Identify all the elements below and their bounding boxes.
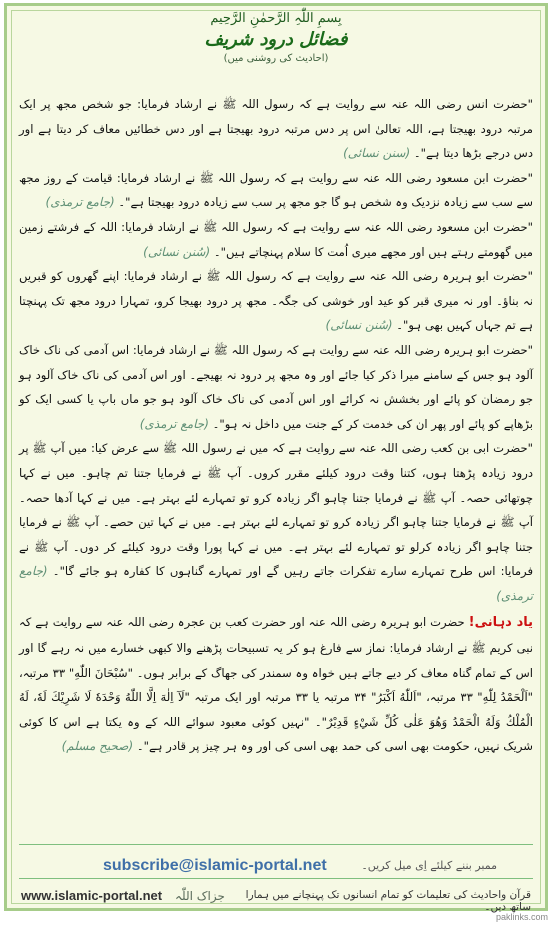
jazak-allah-text: جزاک اللّٰہ — [175, 889, 225, 903]
hadith-5 — [19, 338, 533, 436]
footer-divider — [19, 878, 533, 879]
subscribe-email-link[interactable]: subscribe@islamic-portal.net — [103, 857, 327, 874]
hadith-6 — [19, 436, 533, 608]
hadith-text: "حضرت ابو ہریرہ رضی اللہ عنہ سے روایت ہے کہ رسول اللہ ﷺ نے ارشاد فرمایا: اپنے گھروں کو قبریں نہ بناؤ۔ اور نہ میری قبر کو عید اور خوشی کی جگہ۔ مجھ پر درود بھیجا کرو، تمہارا درود مجھ تک پہنچتا ہے تم جہاں کہیں بھی ہو"۔ — [19, 269, 533, 333]
hadith-4 — [19, 264, 533, 338]
hadith-1 — [19, 92, 533, 166]
hadith-reference: (جامع ترمذی) — [45, 195, 115, 210]
document-frame — [4, 3, 548, 911]
hadith-list — [19, 92, 533, 759]
hadith-reference: (سُنن نسائی) — [143, 244, 211, 259]
reminder-note — [19, 610, 533, 759]
page-subtitle: (احادیث کی روشنی میں) — [223, 53, 329, 64]
hadith-text: "حضرت ابو ہریرہ رضی اللہ عنہ سے روایت ہے کہ رسول اللہ ﷺ نے ارشاد فرمایا: اس آدمی کی ناک خاک آلود ہو جس کے سامنے میرا ذکر کیا جائے اور وہ مجھ پر درود نہ بھیجے۔ اور اس آدمی کی ناک خاک آلود ہو جو رمضان کو پائے اور بخشش نہ کرائے اور اس آدمی کی ناک خاک آلود ہو جو ماں باپ یا کسی ایک کو بڑھاپے کو پائے اور پھر ان کی خدمت کر کے جنت میں داخل نہ ہو"۔ — [19, 342, 533, 431]
hadith-reference: (سُنن نسائی) — [325, 318, 393, 333]
hadith-reference: (جامع ترمذی) — [19, 564, 533, 603]
reminder-text: حضرت ابو ہریرہ رضی اللہ عنہ اور حضرت کعب بن عجرہ رضی اللہ عنہ سے روایت ہے کہ نبی کریم ﷺ نے ارشاد فرمایا: نماز سے فارغ ہو کر یہ تسبیحات پڑھنے والا کبھی خسارے میں نہ رہے گا اور اس کے تمام گناہ معاف کر دیے جاتے ہیں خواہ وہ سمندر کی جھاگ کے برابر ہوں۔ "سُبْحَانَ اللّٰهِ" ۳۳ مرتبہ، "اَلْحَمْدُ لِلّٰهِ" ۳۳ مرتبہ، "اَللّٰهُ اَكْبَرُ" ۳۴ مرتبہ یا ۳۳ مرتبہ اور ایک مرتبہ "لَآ اِلٰهَ اِلَّا اللّٰهُ وَحْدَهٗ لَا شَرِيْكَ لَهٗ، لَهُ الْمُلْكُ وَلَهُ الْحَمْدُ وَهُوَ عَلٰى كُلِّ شَيْءٍ قَدِيْرٌ"۔ "نہیں کوئی معبود سوائے اللہ کے وہ یکتا ہے اس کا کوئی شریک نہیں، حکومت بھی اسی کی حمد بھی اسی کی اور وہ ہر چیز پر قادر ہے"۔ — [19, 615, 534, 754]
subscribe-email-label: ممبر بننے کیلئے اِی میل کریں۔ — [361, 859, 497, 872]
hadith-text: "حضرت انس رضی اللہ عنہ سے روایت ہے کہ رسول اللہ ﷺ نے ارشاد فرمایا: جو شخص مجھ پر ایک مرتبہ درود بھیجتا ہے، اللہ تعالیٰ اس پر دس مرتبہ درود بھیجتا ہے اور دس خطائیں معاف کر دیتا ہے اور دس درجے بڑھا دیتا ہے"۔ — [19, 97, 533, 161]
hadith-reference: (جامع ترمذی) — [139, 416, 209, 431]
reminder-title: یاد دہانی! — [468, 615, 533, 631]
page-title: فضائل درود شریف — [204, 29, 348, 50]
footer-message: قرآن واحادیث کی تعلیمات کو تمام انسانوں تک پہنچانے میں ہمارا ساتھ دیں۔ — [245, 889, 531, 913]
reminder-reference: (صحیح مسلم) — [61, 739, 134, 754]
website-link[interactable]: www.islamic-portal.net — [21, 888, 163, 903]
hadith-2 — [19, 166, 533, 215]
hadith-text: "حضرت ابی بن کعب رضی اللہ عنہ سے روایت ہے کہ میں نے رسول اللہ ﷺ سے عرض کیا: میں آپ ﷺ پر درود زیادہ پڑھتا ہوں، کتنا وقت درود کیلئے مقرر کروں۔ آپ ﷺ نے فرمایا جتنا تم چاہو۔ میں نے کہا چوتھائی حصہ۔ آپ ﷺ نے فرمایا جتنا چاہو اگر زیادہ کرو تو تمہارے لئے بہتر ہے۔ میں نے کہا آدھا حصہ۔ آپ ﷺ نے فرمایا جتنا چاہو اگر زیادہ کرو تو تمہارے لئے بہتر ہے۔ میں نے کہا تین حصے۔ آپ ﷺ نے فرمایا جتنا چاہو اگر زیادہ کرلو تو تمہارے لئے بہتر ہے۔ میں نے کہا پورا وقت درود کیلئے کر دوں۔ آپ ﷺ نے فرمایا: اس طرح تمہارے سارے تفکرات جاتے رہیں گے اور تمہارے گناہوں کا کفارہ ہو جائے گا"۔ — [19, 441, 534, 579]
hadith-text: "حضرت ابن مسعود رضی اللہ عنہ سے روایت ہے کہ رسول اللہ ﷺ نے ارشاد فرمایا: قیامت کے روز مجھ سے سب سے زیادہ نزدیک وہ شخص ہو گا جو مجھ پر سب سے زیادہ درود بھیجتا ہے"۔ — [19, 170, 533, 210]
hadith-3 — [19, 215, 533, 264]
hadith-reference: (سنن نسائی) — [343, 146, 411, 161]
bismillah: بِسمِ اللّٰہِ الرَّحمٰنِ الرَّحِیم — [210, 11, 342, 26]
header — [7, 10, 545, 66]
hadith-text: "حضرت ابن مسعود رضی اللہ عنہ سے روایت ہے کہ رسول اللہ ﷺ نے ارشاد فرمایا: اللہ کے فرشتے زمین میں گھومتے رہتے ہیں اور مجھے میری اُمت کا سلام پہنچاتے ہیں"۔ — [19, 219, 533, 259]
watermark: paklinks.com — [495, 912, 548, 922]
footer-divider — [19, 844, 533, 845]
